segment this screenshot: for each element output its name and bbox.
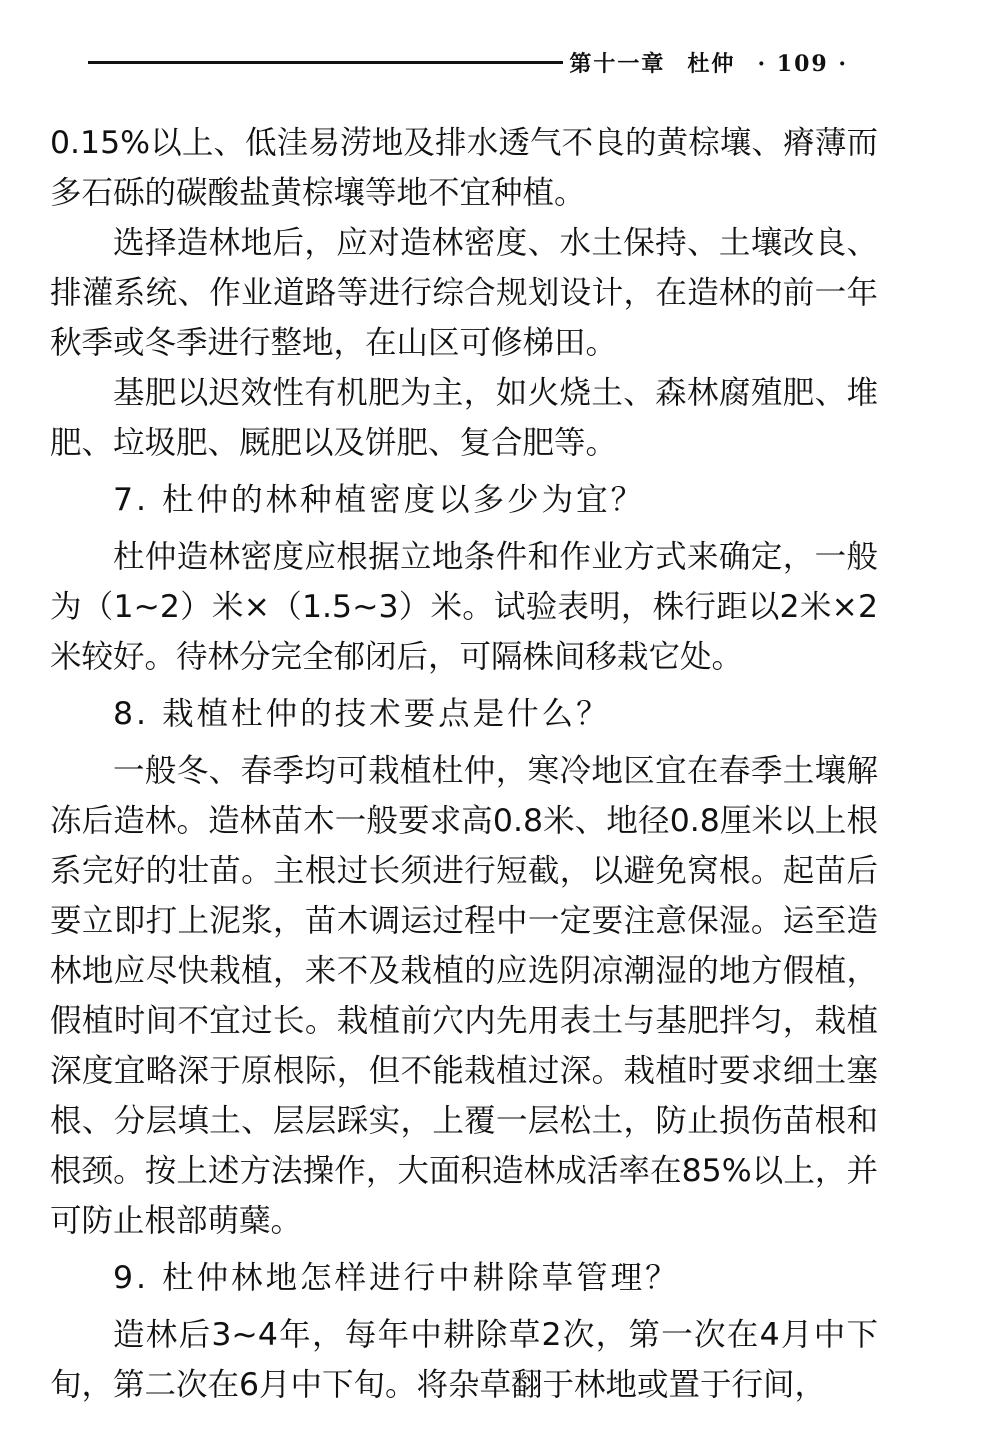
running-header [88, 44, 848, 80]
page-number: · 109 · [757, 50, 848, 77]
body-text [50, 118, 878, 1410]
paragraph: 0.15%以上、低洼易涝地及排水透气不良的黄棕壤、瘠薄而多石砾的碳酸盐黄棕壤等地不宜种植。 [50, 125, 878, 211]
paragraph: 选择造林地后，应对造林密度、水土保持、土壤改良、排灌系统、作业道路等进行综合规划设计，在造林的前一年秋季或冬季进行整地，在山区可修梯田。 [50, 225, 878, 361]
header-rule [88, 61, 563, 64]
paragraph: 造林后3~4年，每年中耕除草2次，第一次在4月中下旬，第二次在6月中下旬。将杂草翻于林地或置于行间， [50, 1317, 878, 1403]
header-title: 杜仲 [687, 50, 736, 77]
question-heading: 8. 栽植杜仲的技术要点是什么？ [113, 696, 611, 732]
question-heading: 9. 杜仲林地怎样进行中耕除草管理？ [113, 1260, 680, 1296]
question-heading: 7. 杜仲的林种植密度以多少为宜？ [113, 482, 646, 518]
paragraph: 一般冬、春季均可栽植杜仲，寒冷地区宜在春季土壤解冻后造林。造林苗木一般要求高0.8米、地径0.8厘米以上根系完好的壮苗。主根过长须进行短截，以避免窝根。起苗后要立即打上泥浆，苗木调运过程中一定要注意保湿。运至造林地应尽快栽植，来不及栽植的应选阴凉潮湿的地方假植，假植时间不宜过长。栽植前穴内先用表土与基肥拌匀，栽植深度宜略深于原根际，但不能栽植过深。栽植时要求细土塞根、分层填土、层层踩实，上覆一层松土，防止损伤苗根和根颈。按上述方法操作，大面积造林成活率在85%以上，并可防止根部萌蘖。 [50, 753, 878, 1239]
header-text [569, 47, 848, 78]
header-chapter: 第十一章 [569, 50, 666, 77]
paragraph: 基肥以迟效性有机肥为主，如火烧土、森林腐殖肥、堆肥、垃圾肥、厩肥以及饼肥、复合肥等。 [50, 375, 878, 461]
paragraph: 杜仲造林密度应根据立地条件和作业方式来确定，一般为（1~2）米×（1.5~3）米。试验表明，株行距以2米×2米较好。待林分完全郁闭后，可隔株间移栽它处。 [50, 539, 878, 675]
